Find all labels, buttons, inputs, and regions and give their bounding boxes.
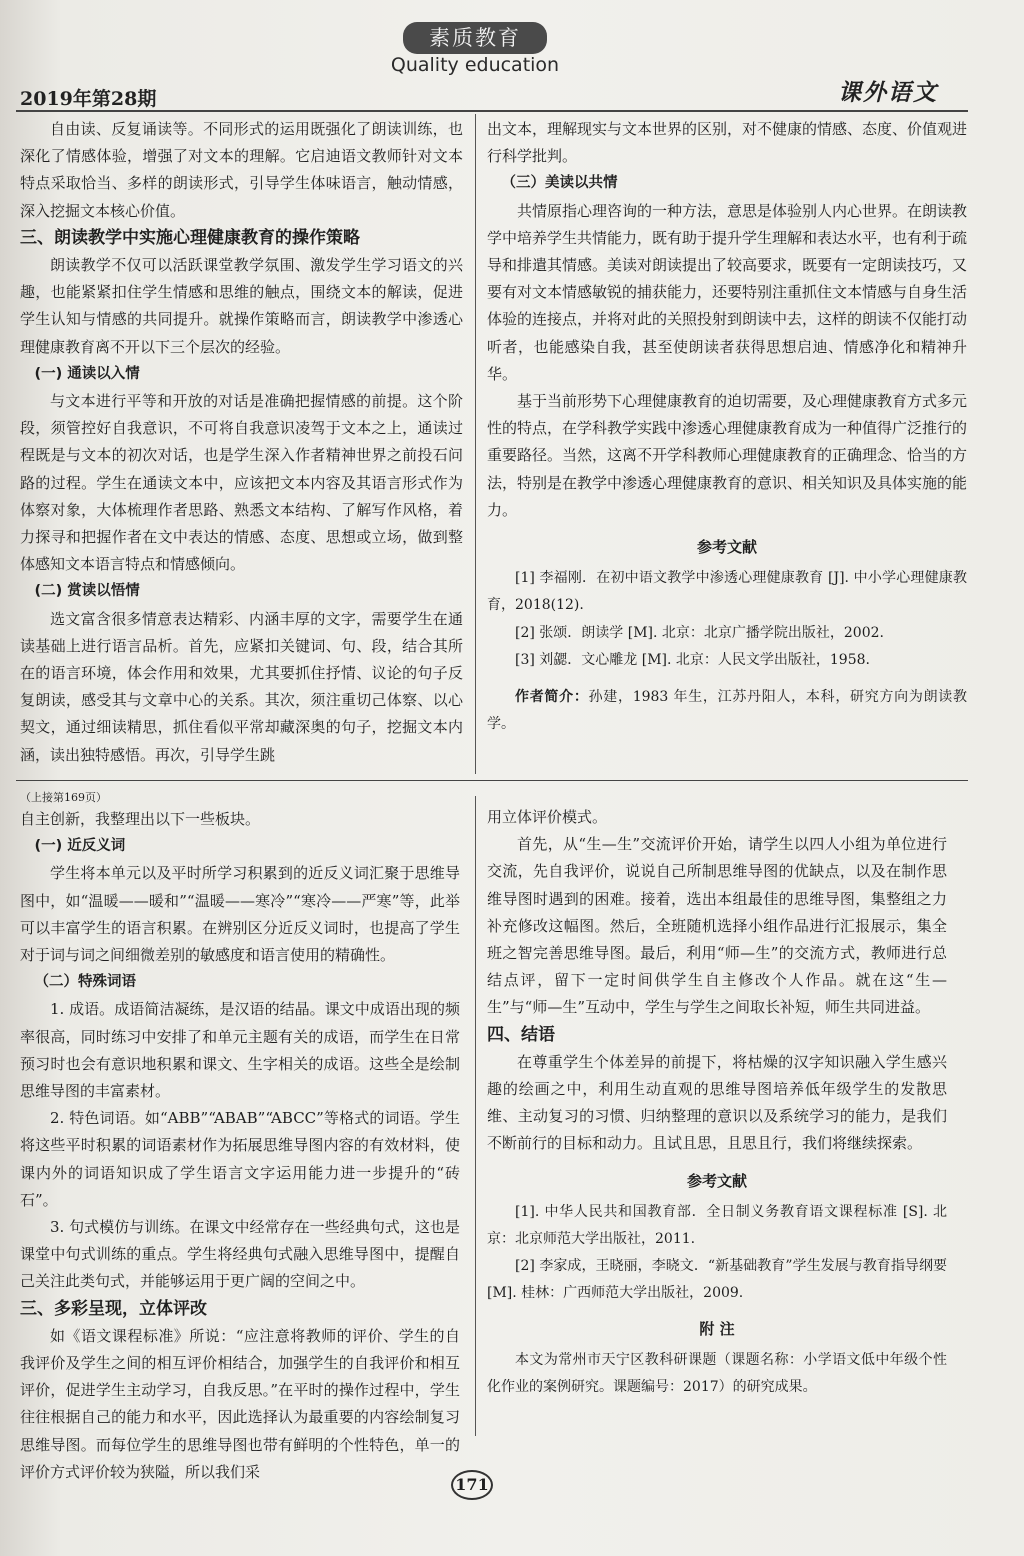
section-badge: 素质教育 <box>403 22 547 54</box>
reference-item: [1]. 中华人民共和国教育部．全日制义务教育语文课程标准 [S]. 北京：北京师范大学出版社，2011. <box>487 1203 947 1248</box>
author-bio <box>487 684 967 738</box>
journal-name: 课外语文 <box>838 79 938 106</box>
subsection-heading: （二）特殊词语 <box>34 974 136 991</box>
subsection-heading: (一) 通读以入情 <box>34 365 140 382</box>
paragraph: 1. 成语。成语简洁凝练，是汉语的结晶。课文中成语出现的频率很高，同时练习中安排了和单元主题有关的成语，而学生在日常预习时也会有意识地积累和课文、生字相关的成语。这些全是绘制思维导图的丰富素材。 <box>20 1000 460 1101</box>
note-text: 本文为常州市天宁区教科研课题（课题名称：小学语文低中年级个性化作业的案例研究。课题编号：2017）的研究成果。 <box>487 1351 947 1396</box>
article-top-right-column <box>487 116 967 738</box>
subsection-heading: (一) 近反义词 <box>34 838 126 855</box>
author-bio-text: 孙建，1983 年生，江苏丹阳人，本科，研究方向为朗读教学。 <box>487 689 968 733</box>
paragraph: 选文富含很多情意表达精彩、内涵丰厚的文字，需要学生在通读基础上进行语言品析。首先，应紧扣关键词、句、段，结合其所在的语言环境，体会作用和效果，尤其要抓住抒情、议论的句子反复朗读，感受其与文章中心的关系。其次，须注重切己体察、以心契文，通过细读精思，抓住看似平常却藏深奥的句子，挖掘文本内涵，读出独特感悟。再次，引导学生跳 <box>20 609 463 764</box>
reference-item: [2] 张颂．朗读学 [M]. 北京：北京广播学院出版社，2002. <box>515 624 884 641</box>
paragraph: 在尊重学生个体差异的前提下，将枯燥的汉字知识融入学生感兴趣的绘画之中，利用生动直观的思维导图培养低年级学生的发散思维、主动复习的习惯、归纳整理的意识以及系统学习的能力，是我们不断前行的目标和动力。且试且思，且思且行，我们将继续探索。 <box>487 1052 947 1153</box>
reference-item: [2] 李家成，王晓丽，李晓文．“新基础教育”学生发展与教育指导纲要 [M]. 桂林：广西师范大学出版社，2009. <box>487 1258 947 1302</box>
paragraph: 3. 句式模仿与训练。在课文中经常存在一些经典句式，这也是课堂中句式训练的重点。学生将经典句式融入思维导图中，提醒自己关注此类句式，并能够运用于更广阔的空间之中。 <box>20 1218 460 1291</box>
section-heading: 四、结语 <box>487 1024 555 1045</box>
section-heading: 三、多彩呈现，立体评改 <box>20 1298 207 1319</box>
paragraph: 出文本，理解现实与文本世界的区别，对不健康的情感、态度、价值观进行科学批判。 <box>487 120 968 166</box>
article-bottom-left-column <box>20 790 460 1486</box>
article-top-left-column <box>20 116 463 769</box>
paragraph: 朗读教学不仅可以活跃课堂教学氛围、激发学生学习语文的兴趣，也能紧紧扣住学生情感和思维的触点，围绕文本的解读，促进学生认知与情感的共同提升。就操作策略而言，朗读教学中渗透心理健康教育离不开以下三个层次的经验。 <box>20 256 463 356</box>
paragraph: 与文本进行平等和开放的对话是准确把握情感的前提。这个阶段，须管控好自我意识，不可将自我意识凌驾于文本之上，通读过程既是与文本的初次对话，也是学生深入作者精神世界之前投石问路的过程。学生在通读文本中，应该把文本内容及其语言形式作为体察对象，大体梳理作者思路、熟悉文本结构、了解写作风格，着力探寻和把握作者在文中表达的情感、态度、思想或立场，做到整体感知文本语言特点和情感倾向。 <box>20 392 463 574</box>
paragraph: 自主创新，我整理出以下一些板块。 <box>20 810 261 828</box>
header-rule <box>16 110 968 112</box>
reference-item: [1] 李福刚．在初中语文教学中渗透心理健康教育 [J]. 中小学心理健康教育，2018(12). <box>487 570 967 614</box>
reference-item: [3] 刘勰．文心雕龙 [M]. 北京：人民文学出版社，1958. <box>515 651 870 668</box>
paragraph: 基于当前形势下心理健康教育的迫切需要，及心理健康教育方式多元性的特点，在学科教学实践中渗透心理健康教育成为一种值得广泛推行的重要路径。当然，这离不开学科教师心理健康教育的正确理念、恰当的方法，特别是在教学中渗透心理健康教育的意识、相关知识及具体实施的能力。 <box>487 392 968 519</box>
author-bio-label: 作者简介： <box>515 689 589 706</box>
paragraph: 首先，从“生—生”交流评价开始，请学生以四人小组为单位进行交流，先自我评价，说说自己所制思维导图的优缺点，以及在制作思维导图时遇到的困难。接着，选出本组最佳的思维导图，集整组之力补充修改这幅图。然后，全班随机选择小组作品进行汇报展示，集全班之智完善思维导图。最后，利用“师—生”的交流方式，教师进行总结点评，留下一定时间供学生自主修改个人作品。就在这“生—生”与“师—生”互动中，学生与学生之间取长补短，师生共同进益。 <box>487 835 947 1017</box>
references-title: 参考文献 <box>686 1171 747 1190</box>
paragraph: 自由读、反复诵读等。不同形式的运用既强化了朗读训练，也深化了情感体验，增强了对文本的理解。它启迪语文教师针对文本特点采取恰当、多样的朗读形式，引导学生体味语言，触动情感，深入挖掘文本核心价值。 <box>20 120 463 220</box>
page-number: 171 <box>451 1470 493 1500</box>
notes-title: 附 注 <box>699 1319 735 1338</box>
paragraph: 如《语文课程标准》所说：“应注意将教师的评价、学生的自我评价及学生之间的相互评价相结合，加强学生的自我评价和相互评价，促进学生主动学习，自我反思。”在平时的操作过程中，学生往往根据自己的能力和水平，因此选择认为最重要的内容绘制复习思维导图。而每位学生的思维导图也带有鲜明的个性特色，单一的评价方式评价较为狭隘，所以我们采 <box>20 1326 460 1481</box>
paragraph: 2. 特色词语。如“ABB”“ABAB”“ABCC”等格式的词语。学生将这些平时积累的词语素材作为拓展思维导图内容的有效材料，使课内外的词语知识成了学生语言文字运用能力进一步提升的“砖石”。 <box>20 1109 460 1209</box>
references-title: 参考文献 <box>696 538 757 557</box>
paragraph: 学生将本单元以及平时所学习积累到的近反义词汇聚于思维导图中，如“温暖——暖和”“温暖——寒冷”“寒冷——严寒”等，此举可以丰富学生的语言积累。在辨别区分近反义词时，也提高了学生对于词与词之间细微差别的敏感度和语言使用的精确性。 <box>20 864 460 965</box>
continuation-note: （上接第169页） <box>20 791 107 804</box>
issue-label: 2019年第28期 <box>20 88 157 110</box>
subsection-heading: (二) 赏读以悟情 <box>34 583 140 600</box>
article-bottom-right-column <box>487 804 947 1401</box>
paragraph: 用立体评价模式。 <box>487 808 608 826</box>
section-heading: 三、朗读教学中实施心理健康教育的操作策略 <box>20 227 360 248</box>
column-divider-bottom <box>475 796 476 1436</box>
column-divider-top <box>475 114 476 774</box>
section-english-title: Quality education <box>390 54 560 76</box>
paragraph: 共情原指心理咨询的一种方法，意思是体验别人内心世界。在朗读教学中培养学生共情能力，既有助于提升学生理解和表达水平，也有利于疏导和排遣其情感。美读对朗读提出了较高要求，既要有一定朗读技巧，又要有对文本情感敏锐的捕获能力，还要特别注重抓住文本情感与自身生活体验的连接点，并将对此的关照投射到朗读中去，这样的朗读不仅能打动听者，也能感染自我，甚至使朗读者获得思想启迪、情感净化和精神升华。 <box>487 201 968 383</box>
subsection-heading: （三）美读以共情 <box>501 175 618 192</box>
section-divider <box>16 780 968 781</box>
